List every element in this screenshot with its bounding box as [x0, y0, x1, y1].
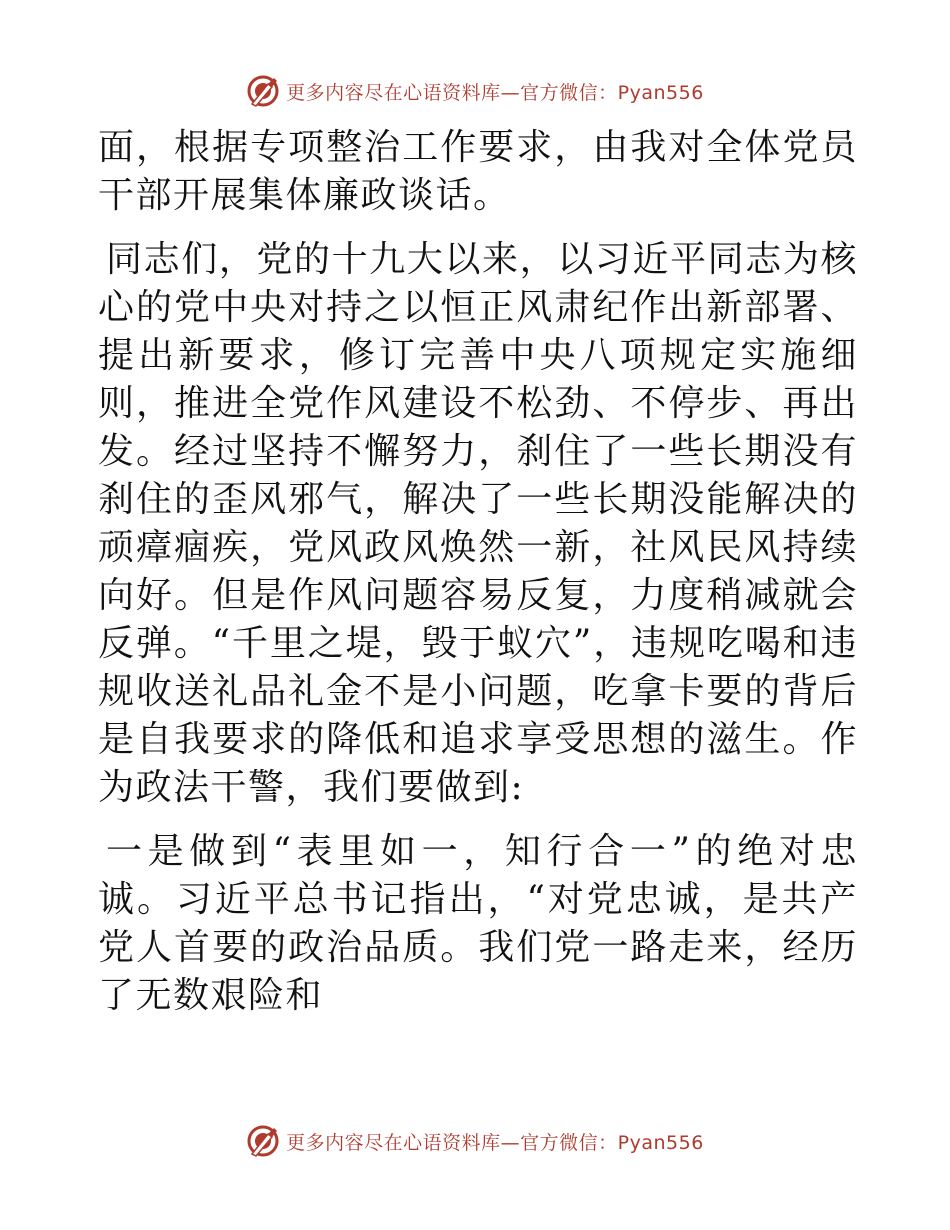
- document-body: [98, 124, 858, 1036]
- paragraph: 同志们，党的十九大以来，以习近平同志为核心的党中央对持之以恒正风肃纪作出新部署、提出新要求，修订完善中央八项规定实施细则，推进全党作风建设不松劲、不停步、再出发。经过坚持不懈努力，刹住了一些长期没有刹住的歪风邪气，解决了一些长期没能解决的顽瘴痼疾，党风政风焕然一新，社风民风持续向好。但是作风问题容易反复，力度稍减就会反弹。“千里之堤，毁于蚁穴”，违规吃喝和违规收送礼品礼金不是小问题，吃拿卡要的背后是自我要求的降低和追求享受思想的滋生。作为政法干警，我们要做到:: [98, 239, 858, 808]
- pen-logo-icon: [246, 1124, 280, 1158]
- pen-logo-icon: [246, 74, 280, 108]
- footer-watermark: [0, 1124, 950, 1158]
- watermark-text: 更多内容尽在心语资料库—官方微信：Pyan556: [286, 1131, 704, 1154]
- watermark-text: 更多内容尽在心语资料库—官方微信：Pyan556: [286, 81, 704, 104]
- paragraph: 面，根据专项整治工作要求，由我对全体党员干部开展集体廉政谈话。: [98, 127, 858, 216]
- header-watermark: [0, 74, 950, 108]
- paragraph: 一是做到“表里如一，知行合一”的绝对忠诚。习近平总书记指出，“对党忠诚，是共产党人首要的政治品质。我们党一路走来，经历了无数艰险和: [98, 831, 858, 1016]
